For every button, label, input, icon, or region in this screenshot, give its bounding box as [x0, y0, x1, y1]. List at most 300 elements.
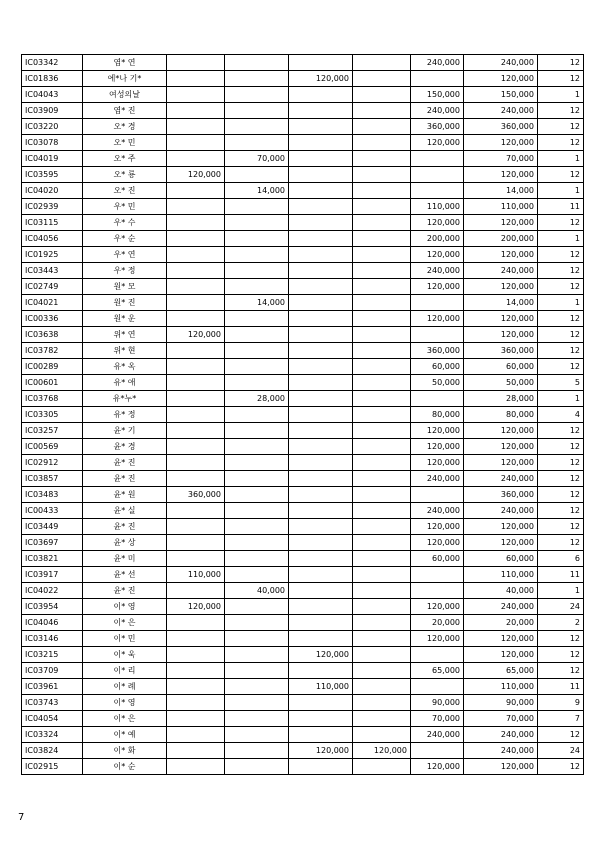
amount-col3-cell	[289, 503, 353, 519]
amount-col1-cell	[167, 455, 225, 471]
amount-col4-cell	[353, 503, 411, 519]
count-cell: 1	[538, 391, 584, 407]
amount-col1-cell	[167, 151, 225, 167]
amount-col4-cell	[353, 247, 411, 263]
count-cell: 12	[538, 487, 584, 503]
total-amount-cell: 360,000	[464, 487, 538, 503]
donor-name-cell: 원* 진	[83, 295, 167, 311]
count-cell: 1	[538, 583, 584, 599]
donor-name-cell: 여성의날	[83, 87, 167, 103]
amount-col2-cell	[225, 599, 289, 615]
amount-col3-cell	[289, 215, 353, 231]
amount-col4-cell	[353, 311, 411, 327]
amount-col2-cell	[225, 87, 289, 103]
table-row	[22, 343, 584, 359]
amount-col3-cell	[289, 375, 353, 391]
donor-id-cell: IC00336	[22, 311, 83, 327]
donor-id-cell: IC03595	[22, 167, 83, 183]
amount-col5-cell	[411, 183, 464, 199]
amount-col2-cell	[225, 375, 289, 391]
donor-name-cell: 윤* 상	[83, 535, 167, 551]
amount-col5-cell: 240,000	[411, 503, 464, 519]
amount-col3-cell	[289, 247, 353, 263]
amount-col5-cell	[411, 295, 464, 311]
table-row	[22, 743, 584, 759]
donor-id-cell: IC03483	[22, 487, 83, 503]
donor-id-cell: IC03954	[22, 599, 83, 615]
amount-col5-cell: 240,000	[411, 471, 464, 487]
count-cell: 12	[538, 103, 584, 119]
count-cell: 2	[538, 615, 584, 631]
amount-col2-cell	[225, 423, 289, 439]
amount-col5-cell: 65,000	[411, 663, 464, 679]
amount-col4-cell	[353, 327, 411, 343]
count-cell: 12	[538, 519, 584, 535]
amount-col2-cell: 14,000	[225, 295, 289, 311]
amount-col2-cell	[225, 311, 289, 327]
donor-id-cell: IC03324	[22, 727, 83, 743]
amount-col2-cell	[225, 647, 289, 663]
donor-id-cell: IC03078	[22, 135, 83, 151]
donor-name-cell: 유*누*	[83, 391, 167, 407]
donor-id-cell: IC03709	[22, 663, 83, 679]
total-amount-cell: 200,000	[464, 231, 538, 247]
donor-id-cell: IC00601	[22, 375, 83, 391]
amount-col5-cell: 120,000	[411, 215, 464, 231]
donor-id-cell: IC00569	[22, 439, 83, 455]
donor-name-cell: 유* 애	[83, 375, 167, 391]
donor-id-cell: IC03146	[22, 631, 83, 647]
donor-name-cell: 우* 민	[83, 199, 167, 215]
count-cell: 12	[538, 471, 584, 487]
total-amount-cell: 120,000	[464, 423, 538, 439]
amount-col1-cell	[167, 679, 225, 695]
amount-col4-cell	[353, 455, 411, 471]
amount-col3-cell	[289, 711, 353, 727]
amount-col4-cell	[353, 599, 411, 615]
amount-col5-cell	[411, 327, 464, 343]
count-cell: 6	[538, 551, 584, 567]
total-amount-cell: 90,000	[464, 695, 538, 711]
amount-col1-cell	[167, 199, 225, 215]
amount-col3-cell	[289, 279, 353, 295]
donor-name-cell: 위* 현	[83, 343, 167, 359]
amount-col3-cell	[289, 631, 353, 647]
total-amount-cell: 120,000	[464, 327, 538, 343]
amount-col5-cell	[411, 487, 464, 503]
amount-col1-cell: 360,000	[167, 487, 225, 503]
amount-col2-cell	[225, 263, 289, 279]
count-cell: 11	[538, 567, 584, 583]
amount-col5-cell: 50,000	[411, 375, 464, 391]
count-cell: 12	[538, 663, 584, 679]
amount-col1-cell: 120,000	[167, 167, 225, 183]
donor-id-cell: IC03917	[22, 567, 83, 583]
amount-col3-cell	[289, 55, 353, 71]
amount-col3-cell	[289, 119, 353, 135]
donor-id-cell: IC03857	[22, 471, 83, 487]
count-cell: 12	[538, 535, 584, 551]
donor-id-cell: IC04019	[22, 151, 83, 167]
amount-col2-cell	[225, 455, 289, 471]
table-row	[22, 247, 584, 263]
amount-col2-cell	[225, 359, 289, 375]
donor-id-cell: IC03743	[22, 695, 83, 711]
amount-col2-cell: 28,000	[225, 391, 289, 407]
amount-col4-cell	[353, 215, 411, 231]
total-amount-cell: 120,000	[464, 135, 538, 151]
amount-col5-cell: 110,000	[411, 199, 464, 215]
table-row	[22, 151, 584, 167]
total-amount-cell: 65,000	[464, 663, 538, 679]
count-cell: 12	[538, 439, 584, 455]
donation-ledger-table	[21, 54, 584, 775]
amount-col3-cell	[289, 519, 353, 535]
total-amount-cell: 240,000	[464, 103, 538, 119]
count-cell: 12	[538, 631, 584, 647]
donor-name-cell: 이* 은	[83, 711, 167, 727]
total-amount-cell: 14,000	[464, 183, 538, 199]
amount-col3-cell: 120,000	[289, 71, 353, 87]
amount-col4-cell	[353, 615, 411, 631]
amount-col5-cell: 120,000	[411, 455, 464, 471]
amount-col1-cell	[167, 647, 225, 663]
table-row	[22, 119, 584, 135]
donor-id-cell: IC03449	[22, 519, 83, 535]
amount-col2-cell	[225, 199, 289, 215]
amount-col3-cell	[289, 583, 353, 599]
amount-col1-cell	[167, 583, 225, 599]
amount-col3-cell	[289, 231, 353, 247]
amount-col3-cell	[289, 183, 353, 199]
amount-col3-cell: 120,000	[289, 743, 353, 759]
count-cell: 12	[538, 71, 584, 87]
amount-col4-cell	[353, 423, 411, 439]
total-amount-cell: 50,000	[464, 375, 538, 391]
total-amount-cell: 120,000	[464, 439, 538, 455]
donor-id-cell: IC03443	[22, 263, 83, 279]
count-cell: 12	[538, 647, 584, 663]
amount-col3-cell	[289, 567, 353, 583]
donor-name-cell: 이* 욱	[83, 647, 167, 663]
total-amount-cell: 360,000	[464, 343, 538, 359]
amount-col2-cell: 14,000	[225, 183, 289, 199]
amount-col5-cell: 120,000	[411, 535, 464, 551]
count-cell: 12	[538, 215, 584, 231]
amount-col5-cell: 60,000	[411, 551, 464, 567]
table-row	[22, 71, 584, 87]
total-amount-cell: 70,000	[464, 711, 538, 727]
donor-id-cell: IC00433	[22, 503, 83, 519]
amount-col2-cell	[225, 231, 289, 247]
amount-col5-cell: 120,000	[411, 599, 464, 615]
count-cell: 12	[538, 343, 584, 359]
donor-id-cell: IC03220	[22, 119, 83, 135]
amount-col2-cell	[225, 407, 289, 423]
table-row	[22, 327, 584, 343]
amount-col1-cell	[167, 311, 225, 327]
donor-id-cell: IC04021	[22, 295, 83, 311]
donor-name-cell: 이* 례	[83, 679, 167, 695]
donor-name-cell: 이* 은	[83, 615, 167, 631]
donor-name-cell: 유* 정	[83, 407, 167, 423]
donor-id-cell: IC02915	[22, 759, 83, 775]
total-amount-cell: 14,000	[464, 295, 538, 311]
table-row	[22, 263, 584, 279]
total-amount-cell: 120,000	[464, 759, 538, 775]
amount-col3-cell	[289, 327, 353, 343]
donor-name-cell: 이* 화	[83, 743, 167, 759]
total-amount-cell: 120,000	[464, 631, 538, 647]
count-cell: 1	[538, 295, 584, 311]
amount-col3-cell	[289, 599, 353, 615]
total-amount-cell: 120,000	[464, 519, 538, 535]
amount-col3-cell	[289, 199, 353, 215]
donor-id-cell: IC04043	[22, 87, 83, 103]
page-number: 7	[18, 812, 25, 823]
amount-col3-cell	[289, 439, 353, 455]
amount-col1-cell	[167, 743, 225, 759]
amount-col1-cell: 120,000	[167, 599, 225, 615]
amount-col1-cell	[167, 631, 225, 647]
table-row	[22, 695, 584, 711]
donor-name-cell: 윤* 실	[83, 503, 167, 519]
amount-col1-cell	[167, 663, 225, 679]
amount-col3-cell	[289, 103, 353, 119]
amount-col2-cell	[225, 615, 289, 631]
amount-col4-cell	[353, 295, 411, 311]
amount-col4-cell: 120,000	[353, 743, 411, 759]
total-amount-cell: 28,000	[464, 391, 538, 407]
count-cell: 12	[538, 55, 584, 71]
amount-col1-cell	[167, 263, 225, 279]
table-row	[22, 87, 584, 103]
amount-col1-cell	[167, 759, 225, 775]
amount-col4-cell	[353, 71, 411, 87]
donor-id-cell: IC02939	[22, 199, 83, 215]
count-cell: 1	[538, 151, 584, 167]
table-row	[22, 407, 584, 423]
amount-col2-cell	[225, 727, 289, 743]
amount-col3-cell	[289, 135, 353, 151]
amount-col1-cell	[167, 87, 225, 103]
amount-col1-cell	[167, 471, 225, 487]
donor-name-cell: 윤* 경	[83, 439, 167, 455]
amount-col2-cell	[225, 519, 289, 535]
count-cell: 12	[538, 263, 584, 279]
amount-col2-cell	[225, 55, 289, 71]
amount-col1-cell	[167, 711, 225, 727]
amount-col3-cell	[289, 343, 353, 359]
donor-id-cell: IC02749	[22, 279, 83, 295]
count-cell: 12	[538, 359, 584, 375]
amount-col1-cell	[167, 103, 225, 119]
table-row	[22, 311, 584, 327]
amount-col2-cell: 40,000	[225, 583, 289, 599]
amount-col2-cell	[225, 551, 289, 567]
amount-col5-cell: 240,000	[411, 727, 464, 743]
total-amount-cell: 240,000	[464, 503, 538, 519]
amount-col1-cell	[167, 295, 225, 311]
amount-col4-cell	[353, 359, 411, 375]
donor-id-cell: IC03909	[22, 103, 83, 119]
donor-id-cell: IC03824	[22, 743, 83, 759]
amount-col3-cell	[289, 423, 353, 439]
amount-col1-cell	[167, 183, 225, 199]
amount-col4-cell	[353, 55, 411, 71]
table-row	[22, 55, 584, 71]
amount-col1-cell	[167, 391, 225, 407]
amount-col1-cell	[167, 519, 225, 535]
total-amount-cell: 120,000	[464, 71, 538, 87]
amount-col5-cell: 200,000	[411, 231, 464, 247]
table-row	[22, 103, 584, 119]
total-amount-cell: 120,000	[464, 311, 538, 327]
amount-col2-cell	[225, 119, 289, 135]
amount-col4-cell	[353, 711, 411, 727]
amount-col1-cell	[167, 423, 225, 439]
total-amount-cell: 240,000	[464, 263, 538, 279]
total-amount-cell: 110,000	[464, 567, 538, 583]
count-cell: 12	[538, 727, 584, 743]
amount-col1-cell	[167, 551, 225, 567]
amount-col5-cell: 120,000	[411, 759, 464, 775]
donor-id-cell: IC03257	[22, 423, 83, 439]
amount-col5-cell: 120,000	[411, 311, 464, 327]
amount-col5-cell	[411, 167, 464, 183]
amount-col1-cell	[167, 535, 225, 551]
amount-col3-cell	[289, 471, 353, 487]
count-cell: 12	[538, 247, 584, 263]
amount-col5-cell	[411, 71, 464, 87]
count-cell: 12	[538, 423, 584, 439]
amount-col2-cell	[225, 743, 289, 759]
amount-col3-cell	[289, 311, 353, 327]
amount-col2-cell	[225, 327, 289, 343]
count-cell: 1	[538, 183, 584, 199]
amount-col4-cell	[353, 695, 411, 711]
total-amount-cell: 120,000	[464, 279, 538, 295]
total-amount-cell: 110,000	[464, 679, 538, 695]
amount-col4-cell	[353, 535, 411, 551]
amount-col2-cell	[225, 247, 289, 263]
amount-col4-cell	[353, 391, 411, 407]
total-amount-cell: 70,000	[464, 151, 538, 167]
donor-id-cell: IC04054	[22, 711, 83, 727]
donor-name-cell: 오* 룡	[83, 167, 167, 183]
amount-col4-cell	[353, 471, 411, 487]
count-cell: 12	[538, 455, 584, 471]
amount-col4-cell	[353, 663, 411, 679]
count-cell: 12	[538, 279, 584, 295]
donor-id-cell: IC03342	[22, 55, 83, 71]
amount-col5-cell: 120,000	[411, 519, 464, 535]
amount-col5-cell: 120,000	[411, 279, 464, 295]
amount-col4-cell	[353, 183, 411, 199]
amount-col3-cell: 110,000	[289, 679, 353, 695]
amount-col5-cell: 70,000	[411, 711, 464, 727]
amount-col1-cell	[167, 407, 225, 423]
total-amount-cell: 120,000	[464, 215, 538, 231]
amount-col2-cell	[225, 471, 289, 487]
table-row	[22, 647, 584, 663]
amount-col4-cell	[353, 407, 411, 423]
amount-col1-cell	[167, 727, 225, 743]
amount-col3-cell	[289, 167, 353, 183]
amount-col5-cell: 90,000	[411, 695, 464, 711]
donor-name-cell: 염* 연	[83, 55, 167, 71]
donor-name-cell: 원* 운	[83, 311, 167, 327]
donor-id-cell: IC04056	[22, 231, 83, 247]
amount-col2-cell	[225, 215, 289, 231]
donor-name-cell: 우* 순	[83, 231, 167, 247]
amount-col4-cell	[353, 439, 411, 455]
amount-col2-cell	[225, 167, 289, 183]
table-row	[22, 519, 584, 535]
amount-col5-cell	[411, 567, 464, 583]
donor-name-cell: 윤* 원	[83, 487, 167, 503]
donor-id-cell: IC03768	[22, 391, 83, 407]
total-amount-cell: 240,000	[464, 599, 538, 615]
amount-col5-cell	[411, 647, 464, 663]
amount-col4-cell	[353, 631, 411, 647]
amount-col5-cell	[411, 151, 464, 167]
total-amount-cell: 110,000	[464, 199, 538, 215]
table-row	[22, 583, 584, 599]
table-row	[22, 279, 584, 295]
table-row	[22, 551, 584, 567]
amount-col3-cell	[289, 407, 353, 423]
amount-col4-cell	[353, 679, 411, 695]
amount-col2-cell	[225, 567, 289, 583]
amount-col5-cell: 80,000	[411, 407, 464, 423]
donor-id-cell: IC03782	[22, 343, 83, 359]
count-cell: 12	[538, 503, 584, 519]
amount-col3-cell	[289, 759, 353, 775]
table-row	[22, 679, 584, 695]
amount-col5-cell: 150,000	[411, 87, 464, 103]
amount-col1-cell	[167, 215, 225, 231]
amount-col2-cell	[225, 487, 289, 503]
total-amount-cell: 20,000	[464, 615, 538, 631]
donor-name-cell: 원* 모	[83, 279, 167, 295]
donor-id-cell: IC03115	[22, 215, 83, 231]
donor-name-cell: 윤* 진	[83, 583, 167, 599]
amount-col4-cell	[353, 199, 411, 215]
count-cell: 1	[538, 87, 584, 103]
donor-id-cell: IC04020	[22, 183, 83, 199]
total-amount-cell: 120,000	[464, 167, 538, 183]
amount-col1-cell	[167, 359, 225, 375]
donor-name-cell: 윤* 진	[83, 519, 167, 535]
amount-col5-cell: 120,000	[411, 135, 464, 151]
amount-col3-cell	[289, 263, 353, 279]
donor-id-cell: IC03638	[22, 327, 83, 343]
donor-id-cell: IC00289	[22, 359, 83, 375]
amount-col5-cell: 120,000	[411, 247, 464, 263]
table-row	[22, 615, 584, 631]
amount-col4-cell	[353, 87, 411, 103]
amount-col4-cell	[353, 375, 411, 391]
count-cell: 11	[538, 199, 584, 215]
total-amount-cell: 240,000	[464, 727, 538, 743]
amount-col5-cell: 120,000	[411, 631, 464, 647]
total-amount-cell: 240,000	[464, 743, 538, 759]
count-cell: 12	[538, 759, 584, 775]
donor-name-cell: 윤* 미	[83, 551, 167, 567]
amount-col4-cell	[353, 583, 411, 599]
amount-col5-cell: 120,000	[411, 423, 464, 439]
